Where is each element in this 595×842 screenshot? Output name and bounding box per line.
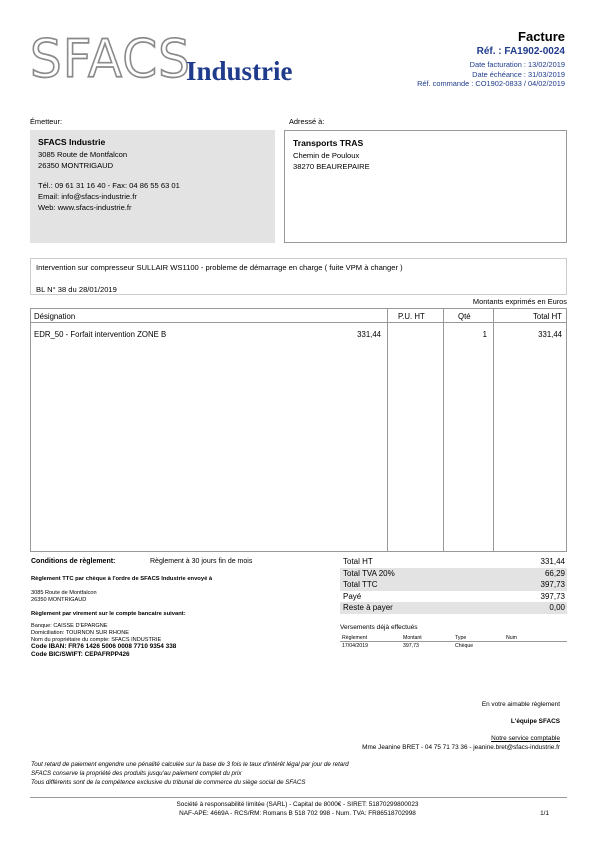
total-value: 331,44 — [540, 557, 565, 566]
recipient-box — [284, 130, 567, 243]
total-value: 66,29 — [544, 568, 565, 578]
header-quantity: Qté — [458, 312, 471, 321]
logo-sfacs-text: SFACS — [30, 28, 191, 90]
total-label: Payé — [343, 591, 362, 601]
cheque-address-1: 3085 Route de Montfalcon — [31, 590, 97, 596]
column-divider — [443, 309, 444, 551]
bank-name: Banque: CAISSE D'EPARGNE — [31, 623, 108, 629]
legal-line-3: Tous différents sont de la compétence exclusive du tribunal de commerce du siège social de SFACS — [31, 779, 306, 786]
account-owner: Nom du propriétaire du compte: SFACS INDUSTRIE — [31, 636, 162, 643]
header-reglement: Règlement — [342, 635, 368, 641]
footer-registration-info: NAF-APE: 4669A - RCS/RM: Romans B 518 702 998 - Num. TVA: FR86518702998 — [179, 810, 416, 817]
doc-type: Facture — [518, 29, 565, 44]
total-label: Total TTC — [343, 580, 378, 589]
issuer-email: Email: info@sfacs-industrie.fr — [38, 192, 137, 201]
conditions-label: Conditions de règlement: — [31, 558, 116, 565]
issuer-address-2: 26350 MONTRIGAUD — [38, 161, 114, 170]
issuer-web: Web: www.sfacs-industrie.fr — [38, 203, 132, 212]
payment-type: Chèque — [455, 643, 474, 649]
footer-company-info: Société à responsabilité limitée (SARL) - Capital de 8000€ - SIRET: 51870299800023 — [176, 801, 419, 808]
header-type: Type — [455, 635, 467, 641]
issuer-address-1: 3085 Route de Montfalcon — [38, 150, 128, 159]
currency-note: Montants exprimés en Euros — [472, 297, 567, 306]
remaining-row — [340, 602, 567, 614]
recipient-address-1: Chemin de Pouloux — [293, 151, 360, 160]
total-label: Total TVA 20% — [343, 568, 395, 578]
recipient-name: Transports TRAS — [293, 138, 364, 148]
company-logo — [30, 28, 320, 90]
total-ttc-row — [340, 579, 567, 591]
description-line-1: Intervention sur compresseur SULLAIR WS1100 - probleme de démarrage en charge ( fuite VPM à changer ) — [36, 263, 403, 272]
payments-made-title: Versements déjà effectués — [340, 624, 418, 631]
total-value: 397,73 — [540, 580, 565, 589]
order-reference: Réf. commande : CO1902-0833 / 04/02/2019 — [417, 79, 565, 89]
invoice-reference: Réf. : FA1902-0024 — [476, 46, 565, 57]
billing-date: Date facturation : 13/02/2019 — [469, 60, 565, 69]
issuer-box — [30, 130, 275, 243]
row-total: 331,44 — [538, 330, 562, 339]
row-quantity: 1 — [482, 330, 487, 339]
closing-greeting: En votre aimable règlement — [481, 701, 560, 708]
bank-details — [31, 623, 176, 659]
cheque-address-2: 26350 MONTRIGAUD — [31, 597, 87, 603]
payments-made-header — [340, 634, 567, 642]
bank-domiciliation: Domiciliation: TOURNON SUR RHONE — [31, 629, 130, 636]
issuer-name: SFACS Industrie — [38, 137, 106, 147]
recipient-address-2: 38270 BEAUREPAIRE — [293, 162, 370, 171]
cheque-instructions-title: Règlement TTC par chèque à l'ordre de SFACS Industrie envoyé à — [31, 576, 213, 582]
header-total: Total HT — [532, 312, 562, 321]
issuer-label: Émetteur: — [30, 117, 63, 126]
accounting-service: Notre service comptable — [491, 735, 560, 742]
payment-amount: 397,73 — [403, 643, 419, 649]
invoice-lines-table — [30, 308, 567, 552]
header-designation: Désignation — [34, 312, 76, 321]
logo-industrie-text: Industrie — [186, 56, 293, 86]
column-divider — [387, 309, 388, 551]
conditions-value: Règlement à 30 jours fin de mois — [150, 558, 253, 565]
totals-block — [340, 556, 567, 614]
invoice-title-block — [417, 29, 565, 89]
total-label: Reste à payer — [343, 603, 393, 612]
row-unit-price: 331,44 — [357, 330, 381, 339]
accounting-contact: Mme Jeanine BRET - 04 75 71 73 36 - jeanine.bret@sfacs-industrie.fr — [362, 744, 560, 751]
legal-line-1: Tout retard de paiement engendre une pénalité calculée sur la base de 3 fois le taux d'intérêt légal par jour de retard — [31, 761, 349, 768]
transfer-instructions-title: Règlement par virement sur le compte bancaire suivant: — [31, 611, 186, 617]
header-montant: Montant — [403, 635, 422, 641]
payment-date: 17/04/2019 — [342, 643, 368, 649]
payments-made-block — [340, 624, 567, 650]
total-ht-row — [340, 556, 567, 568]
table-header — [31, 309, 566, 323]
iban-code: Code IBAN: FR76 1426 5006 0008 7710 9354 338 — [31, 643, 177, 651]
issuer-phone: Tél.: 09 61 31 16 40 - Fax: 04 86 55 63 01 — [38, 181, 180, 190]
page-number: 1/1 — [540, 810, 549, 817]
row-designation: EDR_50 - Forfait intervention ZONE B — [34, 330, 167, 339]
bic-code: Code BIC/SWIFT: CEPAFRPP426 — [31, 651, 130, 659]
table-row — [340, 642, 567, 650]
total-value: 0,00 — [549, 603, 565, 612]
header-unit-price: P.U. HT — [398, 312, 425, 321]
column-divider — [493, 309, 494, 551]
total-label: Total HT — [343, 557, 373, 566]
paid-row — [340, 591, 567, 603]
intervention-description — [30, 258, 567, 295]
legal-line-2: SFACS conserve la propriété des produits jusqu'au paiement complet du prix — [31, 770, 242, 777]
footer-divider — [30, 797, 567, 798]
header-num: Num — [506, 635, 517, 641]
delivery-note-reference: BL N° 38 du 28/01/2019 — [36, 285, 117, 294]
total-tva-row — [340, 568, 567, 580]
total-value: 397,73 — [540, 591, 565, 601]
recipient-label: Adressé à: — [289, 117, 325, 126]
team-signature: L'équipe SFACS — [510, 718, 560, 725]
due-date: Date échéance : 31/03/2019 — [472, 69, 565, 79]
